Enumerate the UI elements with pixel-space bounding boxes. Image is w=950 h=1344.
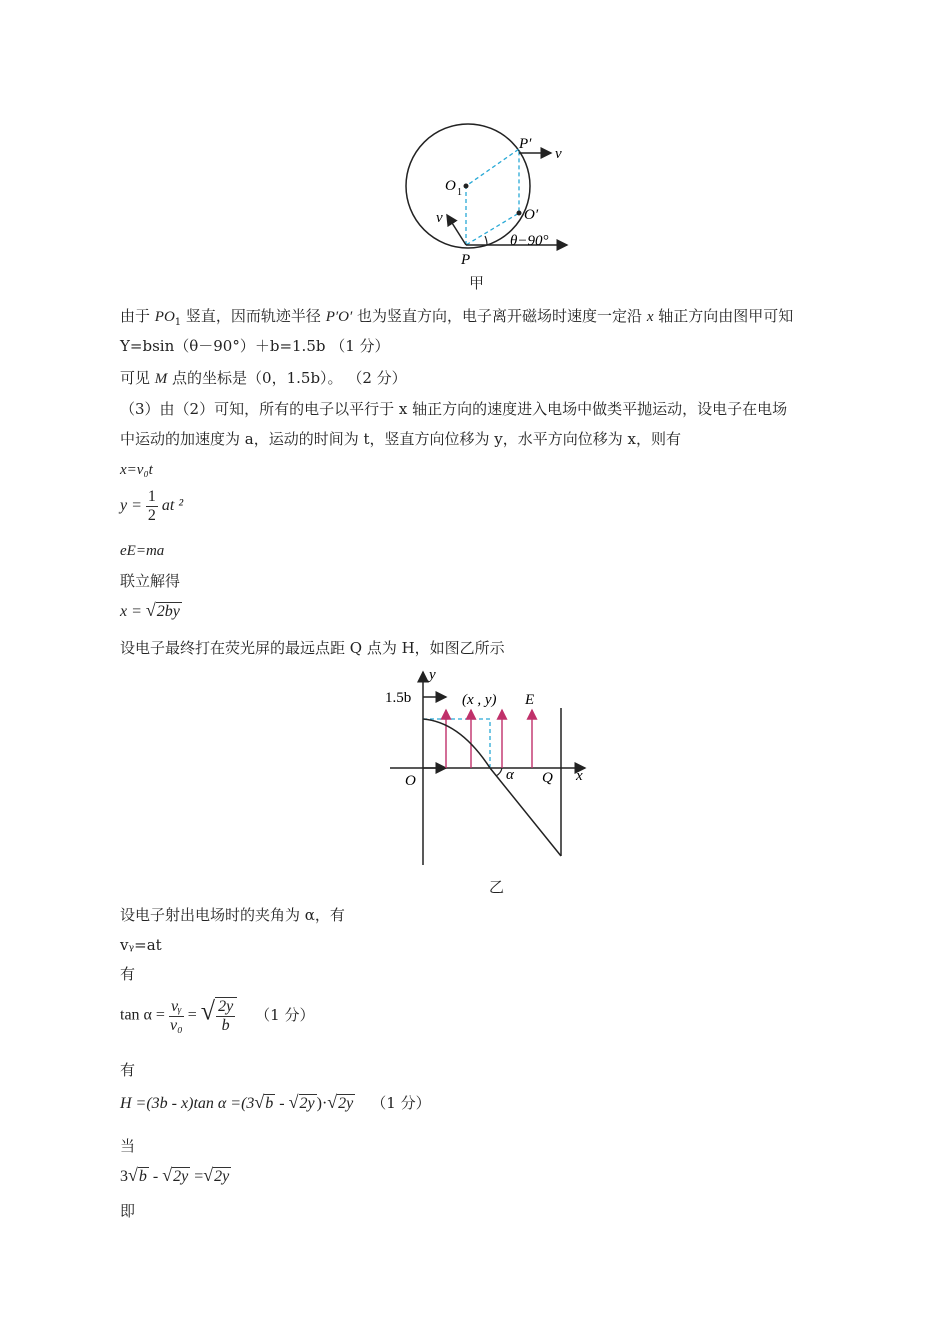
label-x-axis: x	[576, 768, 583, 784]
figure-b	[380, 660, 600, 870]
eq-x-v0t: x=v₀t	[120, 462, 153, 478]
label-e: E	[525, 692, 535, 708]
eq-h: H =(3b - x)tan α =(3√b - √2y )·√2y （1 分）	[120, 1092, 431, 1112]
figure-a-caption: 甲	[469, 274, 485, 292]
text-line-2: Y=bsin（θ－90°）＋b=1.5b （1 分）	[120, 337, 390, 355]
text-line-3: 可见 M 点的坐标是（0，1.5b）。 （2 分）	[120, 369, 407, 387]
label-v-left: v	[436, 210, 443, 226]
eq-tan-alpha: tan α = $\frac{\text{vᵧ}}{\text{v₀}}$ = √ $\frac{2y}{b}$ （1 分）	[120, 996, 315, 1034]
figure-b-caption: 乙	[489, 878, 505, 896]
eq-x-sqrt: x = √2by	[120, 600, 180, 620]
eq-vy-at: vᵧ=at	[120, 936, 162, 954]
text-line-1: 由于 $PO_1$ 竖直，因而轨迹半径 P′O′ 也为竖直方向，电子离开磁场时速度一定沿 x 轴正方向由图甲可知	[120, 307, 794, 328]
text-line-11: 设电子最终打在荧光屏的最远点距 Q 点为 H，如图乙所示	[120, 639, 505, 657]
text-line-14: 有	[120, 965, 136, 983]
text-line-16: 有	[120, 1061, 136, 1079]
label-p: P	[461, 252, 471, 265]
label-o-prime: O′	[524, 207, 539, 223]
label-1-5b: 1.5b	[385, 690, 412, 706]
eq-y-half-at2: y = $\frac{1}{2}$ at ²	[120, 488, 184, 524]
text-line-12: 设电子射出电场时的夹角为 α，有	[120, 906, 345, 924]
label-o1-sub: 1	[457, 187, 462, 198]
text-line-5: 中运动的加速度为 a，运动的时间为 t，竖直方向位移为 y，水平方向位移为 x，则有	[120, 430, 681, 448]
text-line-9: 联立解得	[120, 572, 181, 590]
text-line-4: （3）由（2）可知，所有的电子以平行于 x 轴正方向的速度进入电场中做类平抛运动，设电子在电场	[120, 400, 788, 418]
eq-when: 3√b - √2y =√2y	[120, 1165, 230, 1185]
text-line-18: 当	[120, 1137, 136, 1155]
eq-ee-ma: eE=ma	[120, 543, 165, 559]
label-xy: (x , y)	[462, 692, 497, 708]
label-o: O	[405, 773, 416, 789]
label-p-prime: P′	[519, 136, 532, 152]
label-y-axis: y	[429, 667, 436, 683]
label-o1: O	[445, 178, 456, 194]
figure-a	[395, 115, 595, 265]
label-q: Q	[542, 770, 553, 786]
label-alpha: α	[506, 767, 514, 783]
label-angle: θ−90°	[510, 233, 549, 249]
text-line-20: 即	[120, 1202, 136, 1220]
label-v-top: v	[555, 146, 562, 162]
